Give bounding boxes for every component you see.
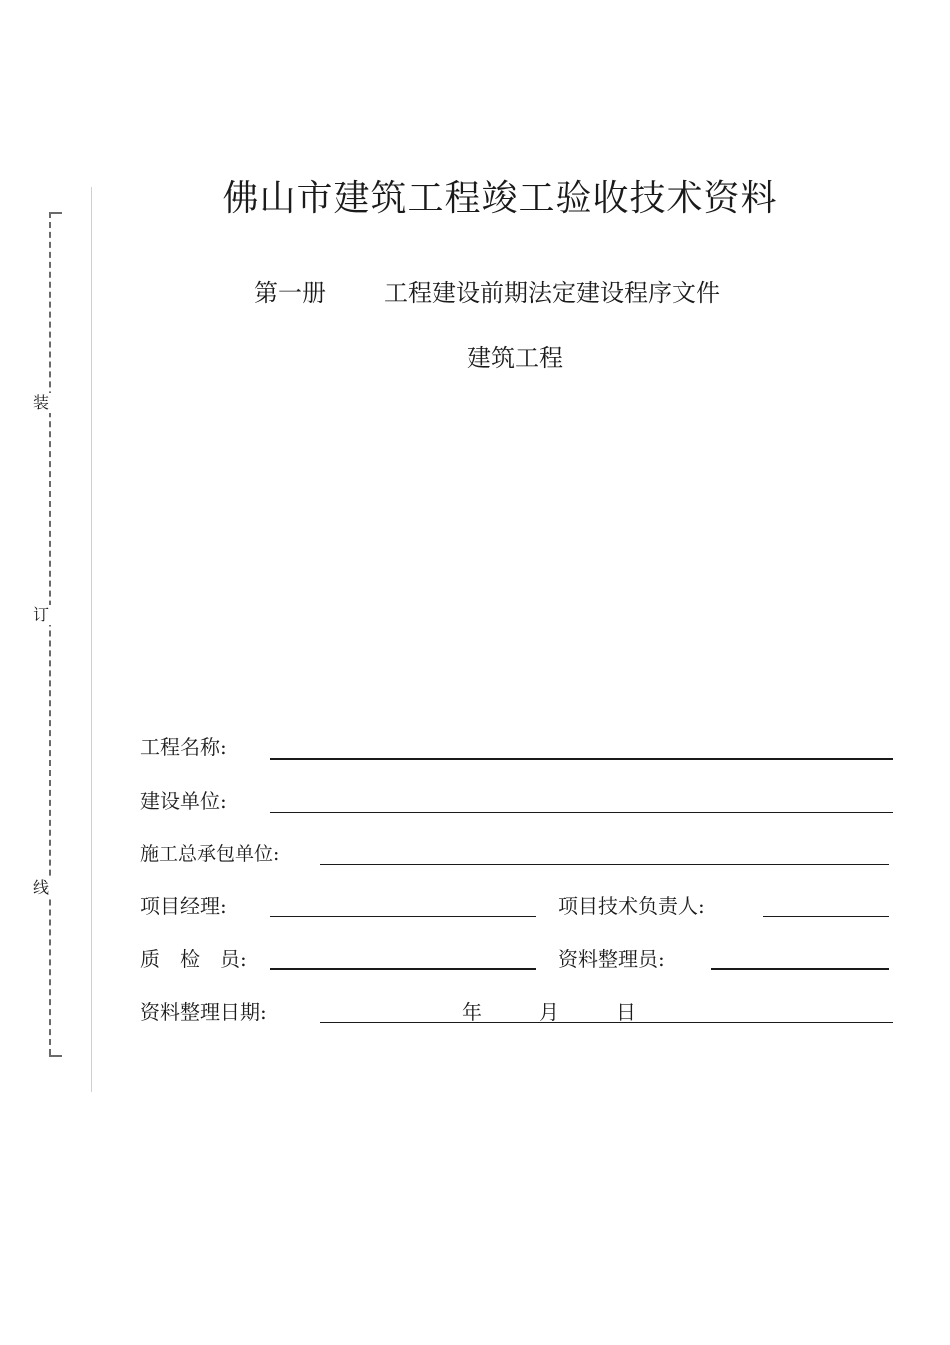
tech-lead-field[interactable] <box>763 916 889 917</box>
archivist-label: 资料整理员: <box>558 947 665 971</box>
volume-title: 工程建设前期法定建设程序文件 <box>384 279 720 307</box>
date-month-label: 月 <box>539 1000 559 1024</box>
builder-label: 建设单位: <box>140 789 227 813</box>
builder-field[interactable] <box>270 812 893 813</box>
document-subtitle: 建筑工程 <box>467 344 563 372</box>
binding-bottom-tick <box>49 1055 62 1057</box>
project-manager-field[interactable] <box>270 916 536 917</box>
project-name-field[interactable] <box>270 758 893 760</box>
contractor-label: 施工总承包单位: <box>140 843 280 865</box>
date-field[interactable] <box>320 1022 893 1023</box>
inspector-field[interactable] <box>270 968 536 970</box>
binding-char-xian: 线 <box>32 878 49 897</box>
date-year-label: 年 <box>462 1000 482 1024</box>
document-title: 佛山市建筑工程竣工验收技术资料 <box>222 178 778 219</box>
date-label: 资料整理日期: <box>140 1000 267 1024</box>
volume-label: 第一册 <box>254 279 326 307</box>
binding-char-ding: 订 <box>32 605 49 624</box>
project-name-label: 工程名称: <box>140 735 227 759</box>
binding-char-zhuang: 装 <box>32 393 49 412</box>
project-manager-label: 项目经理: <box>140 894 227 918</box>
binding-margin-line <box>91 187 92 1092</box>
contractor-field[interactable] <box>320 864 889 865</box>
date-day-label: 日 <box>616 1000 636 1024</box>
inspector-label: 质 检 员: <box>140 947 247 971</box>
tech-lead-label: 项目技术负责人: <box>558 894 705 918</box>
archivist-field[interactable] <box>711 968 889 970</box>
